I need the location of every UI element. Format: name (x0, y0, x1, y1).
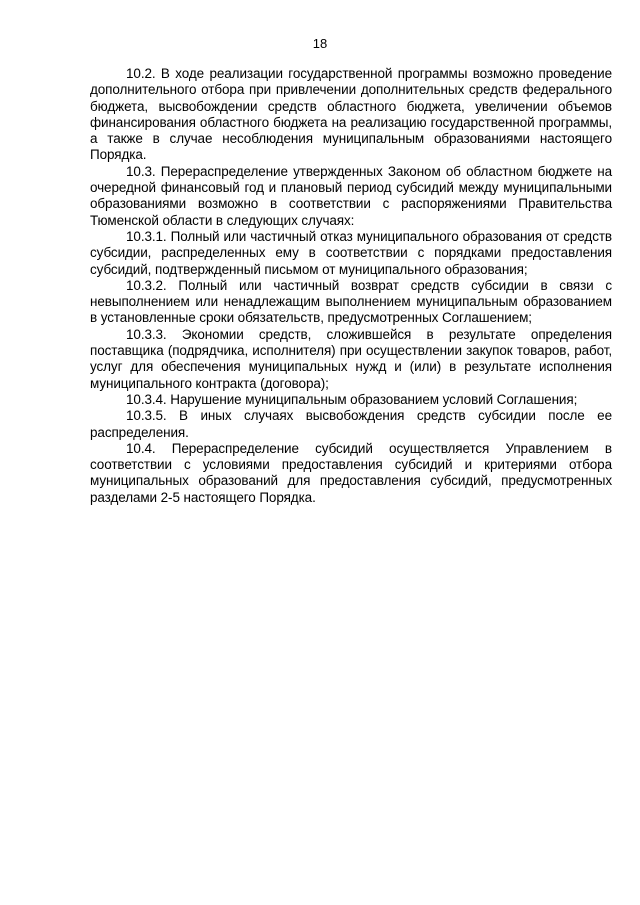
paragraph-10-3-5: 10.3.5. В иных случаях высвобождения средств субсидии после ее распределения. (90, 408, 612, 440)
paragraph-10-3-3: 10.3.3. Экономии средств, сложившейся в результате определения поставщика (подрядчика, исполнителя) при осуществлении закупок товаров, работ, услуг для обеспечения муниципальных нужд и (или) в результате исполнения муниципального контракта (договора); (90, 326, 612, 391)
paragraph-10-3: 10.3. Перераспределение утвержденных Законом об областном бюджете на очередной финансовый год и плановый период субсидий между муниципальными образованиями возможно в соответствии с распоряжениями Правительства Тюменской области в следующих случаях: (90, 163, 612, 228)
page-number: 18 (312, 36, 328, 51)
document-body (90, 66, 612, 506)
paragraph-10-3-2: 10.3.2. Полный или частичный возврат средств субсидии в связи с невыполнением или ненадлежащим выполнением муниципальным образованием в установленные сроки обязательств, предусмотренных Соглашением; (90, 277, 612, 326)
paragraph-10-3-1: 10.3.1. Полный или частичный отказ муниципального образования от средств субсидии, распределенных ему в соответствии с порядками предоставления субсидий, подтвержденный письмом от муниципального образования; (90, 228, 612, 277)
paragraph-10-3-4: 10.3.4. Нарушение муниципальным образованием условий Соглашения; (126, 391, 578, 407)
paragraph-10-2: 10.2. В ходе реализации государственной программы возможно проведение дополнительного отбора при привлечении дополнительных средств федерального бюджета, высвобождении средств областного бюджета, увеличении объемов финансирования областного бюджета на реализацию государственной программы, а также в случае несоблюдения муниципальным образованиями настоящего Порядка. (90, 66, 612, 163)
paragraph-10-4: 10.4. Перераспределение субсидий осуществляется Управлением в соответствии с условиями предоставления субсидий и критериями отбора муниципальных образований для предоставления субсидий, предусмотренных разделами 2-5 настоящего Порядка. (90, 440, 612, 505)
